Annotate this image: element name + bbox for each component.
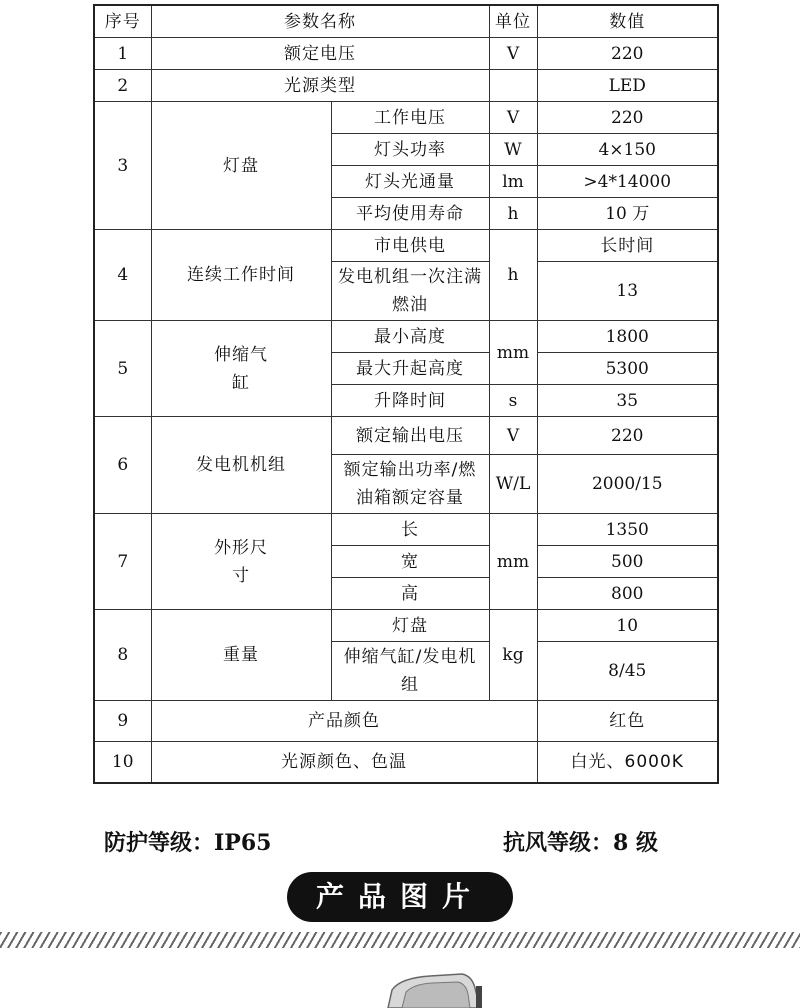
table-row [94,102,718,134]
wind-rating: 抗风等级：8 级 [503,830,658,856]
param-name: 额定电压 [151,38,489,70]
unit-cell: mm [489,514,537,610]
sub-param-name: 长 [331,514,489,546]
spec-table [93,4,719,784]
row-no: 4 [94,230,151,321]
value-cell: 2000/15 [537,455,718,514]
unit-cell: h [489,230,537,321]
value-cell: 500 [537,546,718,578]
table-row [94,610,718,642]
sub-param-name: 灯头光通量 [331,166,489,198]
param-name: 外形尺寸 [151,514,331,610]
param-name: 连续工作时间 [151,230,331,321]
header-no: 序号 [94,5,151,38]
value-cell: 10 [537,610,718,642]
unit-cell: kg [489,610,537,701]
value-cell: 8/45 [537,642,718,701]
unit-cell [489,70,537,102]
sub-param-name: 最大升起高度 [331,353,489,385]
value-cell: 4×150 [537,134,718,166]
value-cell: 5300 [537,353,718,385]
table-row [94,38,718,70]
sub-param-name: 宽 [331,546,489,578]
header-value: 数值 [537,5,718,38]
value-cell: 白光、6000K [537,742,718,784]
unit-cell: V [489,417,537,455]
value-cell: 220 [537,102,718,134]
value-cell: LED [537,70,718,102]
section-title: 产品图片 [287,872,513,922]
hatched-divider [0,932,800,948]
row-no: 1 [94,38,151,70]
sub-param-name: 高 [331,578,489,610]
header-unit: 单位 [489,5,537,38]
param-name: 伸缩气缸 [151,321,331,417]
value-cell: 10 万 [537,198,718,230]
row-no: 9 [94,701,151,742]
unit-cell: V [489,102,537,134]
row-no: 8 [94,610,151,701]
param-name: 光源颜色、色温 [151,742,537,784]
param-name: 发电机机组 [151,417,331,514]
table-row [94,321,718,353]
row-no: 10 [94,742,151,784]
unit-cell: V [489,38,537,70]
param-name: 光源类型 [151,70,489,102]
unit-cell: s [489,385,537,417]
unit-cell: mm [489,321,537,385]
row-no: 6 [94,417,151,514]
value-cell: 1350 [537,514,718,546]
row-no: 3 [94,102,151,230]
product-image [380,968,490,1008]
value-cell: 220 [537,38,718,70]
header-name: 参数名称 [151,5,489,38]
sub-param-name: 伸缩气缸/发电机组 [331,642,489,701]
unit-cell: W [489,134,537,166]
row-no: 2 [94,70,151,102]
value-cell: 13 [537,262,718,321]
value-cell: >4*14000 [537,166,718,198]
table-row [94,70,718,102]
table-row [94,417,718,455]
sub-param-name: 灯盘 [331,610,489,642]
unit-cell: lm [489,166,537,198]
sub-param-name: 升降时间 [331,385,489,417]
value-cell: 35 [537,385,718,417]
value-cell: 800 [537,578,718,610]
sub-param-name: 平均使用寿命 [331,198,489,230]
table-row [94,514,718,546]
table-header-row [94,5,718,38]
sub-param-name: 市电供电 [331,230,489,262]
param-name: 重量 [151,610,331,701]
value-cell: 220 [537,417,718,455]
row-no: 7 [94,514,151,610]
table-row [94,230,718,262]
param-name: 灯盘 [151,102,331,230]
table-row [94,742,718,784]
table-row [94,701,718,742]
value-cell: 红色 [537,701,718,742]
sub-param-name: 额定输出电压 [331,417,489,455]
value-cell: 长时间 [537,230,718,262]
protection-rating: 防护等级：IP65 [104,830,272,856]
row-no: 5 [94,321,151,417]
sub-param-name: 工作电压 [331,102,489,134]
value-cell: 1800 [537,321,718,353]
param-name: 产品颜色 [151,701,537,742]
unit-cell: h [489,198,537,230]
unit-cell: W/L [489,455,537,514]
sub-param-name: 额定输出功率/燃油箱额定容量 [331,455,489,514]
sub-param-name: 最小高度 [331,321,489,353]
sub-param-name: 发电机组一次注满燃油 [331,262,489,321]
sub-param-name: 灯头功率 [331,134,489,166]
